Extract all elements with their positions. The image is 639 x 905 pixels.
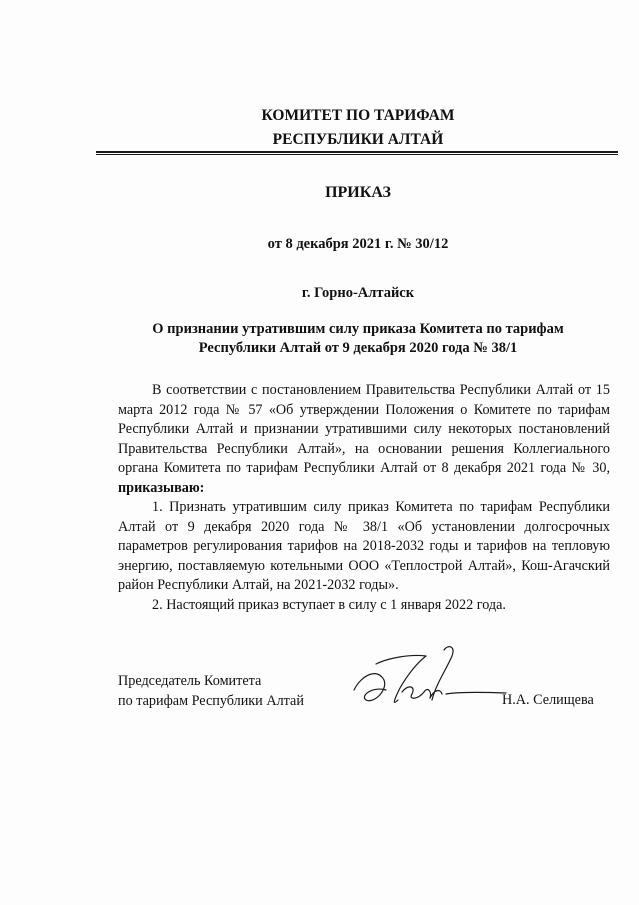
order-item-1: 1. Признать утратившим силу приказ Комитета по тарифам Республики Алтай от 9 декабря 2020 года № 38/1 «Об установлении долгосрочных параметров регулирования тарифов на 2018-2032 годы и тарифов на тепловую энергию, поставляемую котельными ООО «Теплострой Алтай», Кош-Агачский район Республики Алтай, на 2021-2032 годы». <box>118 499 610 593</box>
preamble-text: В соответствии с постановлением Правительства Республики Алтай от 15 марта 2012 года № 57 «Об утверждении Положения о Комитете по тарифам Республики Алтай и признании утратившими силу некоторых постановлений Правительства Республики Алтай», на основании решения Коллегиального органа Комитета по тарифам Республики Алтай от 8 декабря 2021 года № 30, <box>118 382 610 476</box>
organization-name-line1: КОМИТЕТ ПО ТАРИФАМ <box>261 107 455 124</box>
signatory-position <box>118 672 304 711</box>
preamble-directive: приказываю: <box>118 479 205 496</box>
order-item-2: 2. Настоящий приказ вступает в силу с 1 января 2022 года. <box>152 596 506 613</box>
document-subject <box>100 320 616 358</box>
organization-header <box>100 104 616 152</box>
document-body <box>118 381 610 615</box>
header-divider <box>96 151 618 155</box>
signatory-position-line1: Председатель Комитета <box>118 673 262 689</box>
document-city: г. Горно-Алтайск <box>301 285 415 301</box>
preamble-paragraph <box>118 381 610 498</box>
subject-line-1: О признании утратившим силу приказа Комитета по тарифам <box>152 321 564 337</box>
document-date: от 8 декабря 2021 г. № 30/12 <box>267 236 449 252</box>
signatory-name: Н.А. Селищева <box>502 692 594 708</box>
document-title: ПРИКАЗ <box>325 184 391 201</box>
organization-name-line2: РЕСПУБЛИКИ АЛТАЙ <box>272 131 444 148</box>
handwritten-signature <box>348 640 508 720</box>
subject-line-2: Республики Алтай от 9 декабря 2020 года № 38/1 <box>198 340 518 356</box>
signatory-position-line2: по тарифам Республики Алтай <box>118 692 304 709</box>
